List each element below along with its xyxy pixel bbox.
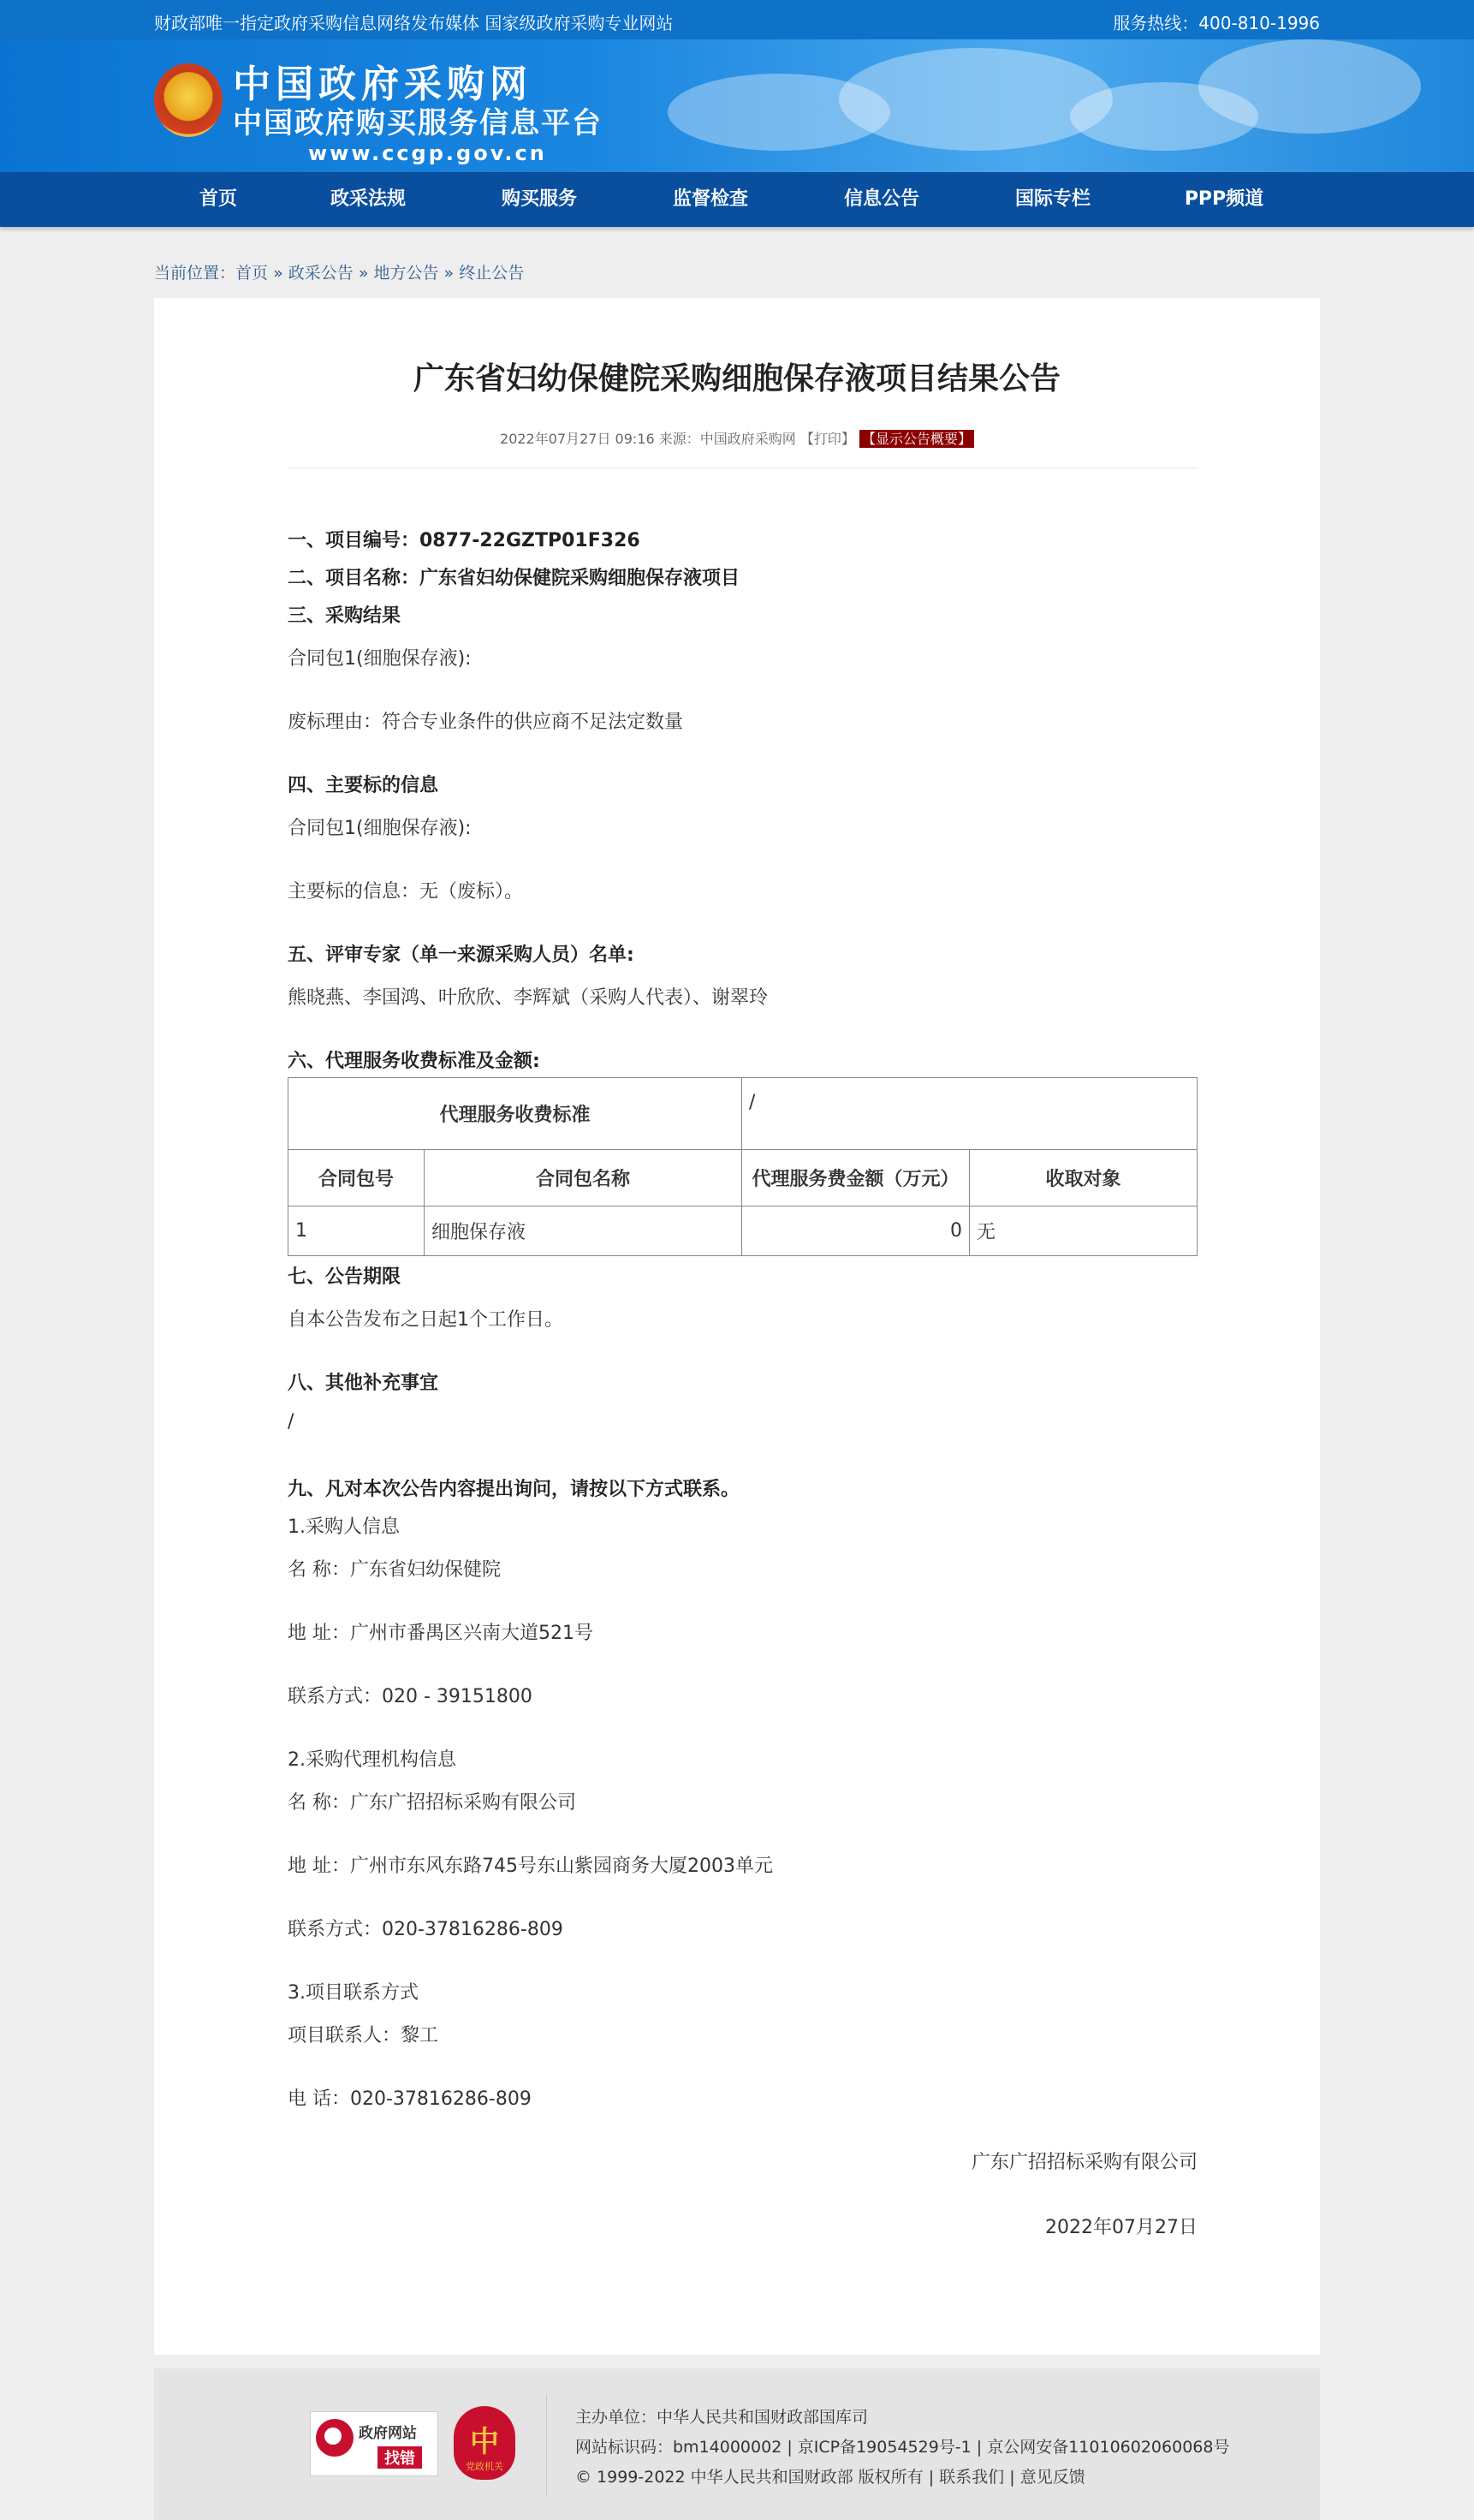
section-heading: 七、公告期限: [288, 1266, 401, 1288]
breadcrumb-gov-announcements[interactable]: 政采公告: [288, 264, 354, 283]
breadcrumb: 当前位置：首页 » 政采公告 » 地方公告 » 终止公告: [154, 264, 525, 283]
site-footer: [154, 2368, 1320, 2520]
agency-address: 地 址：广州市东风东路745号东山紫园商务大厦2003单元: [288, 1856, 773, 1877]
project-name: 二、项目名称：广东省妇幼保健院采购细胞保存液项目: [288, 568, 740, 589]
footer-registration: 网站标识码：bm14000002 | 京ICP备19054529号-1 | 京公网安备11010602060068号: [575, 2438, 1230, 2457]
contact-subheading: 3.项目联系方式: [288, 1982, 419, 2004]
breadcrumb-prefix: 当前位置：: [154, 264, 236, 283]
breadcrumb-termination[interactable]: 终止公告: [459, 264, 525, 283]
fee-table: [288, 1077, 1198, 1256]
top-info-bar: [0, 0, 1474, 39]
site-logo[interactable]: [233, 63, 603, 166]
table-header: 合同包名称: [425, 1150, 742, 1206]
contact-us-link[interactable]: 联系我们: [939, 2468, 1005, 2487]
feedback-link[interactable]: 意见反馈: [1019, 2468, 1085, 2487]
nav-announcements[interactable]: 信息公告: [843, 188, 919, 210]
agency-name: 名 称：广东广招招标采购有限公司: [288, 1792, 576, 1814]
table-cell: 细胞保存液: [425, 1206, 742, 1256]
project-number: 一、项目编号：0877-22GZTP01F326: [288, 530, 640, 551]
site-banner: [0, 39, 1474, 172]
table-row: [288, 1206, 1198, 1256]
article-title: 广东省妇幼保健院采购细胞保存液项目结果公告: [413, 361, 1061, 396]
cancel-reason: 废标理由：符合专业条件的供应商不足法定数量: [288, 712, 684, 733]
section-heading: 四、主要标的信息: [288, 775, 439, 796]
logo-url: www.ccgp.gov.cn: [308, 141, 547, 165]
nav-home[interactable]: 首页: [199, 188, 237, 210]
section-heading: 八、其他补充事宜: [288, 1373, 439, 1394]
footer-divider: [546, 2394, 547, 2497]
breadcrumb-home[interactable]: 首页: [235, 264, 269, 283]
magnifier-icon: [316, 2419, 354, 2457]
site-slogan: 财政部唯一指定政府采购信息网络发布媒体 国家级政府采购专业网站: [154, 13, 674, 33]
logo-title: 中国政府采购网: [233, 63, 532, 106]
contact-subheading: 2.采购代理机构信息: [288, 1749, 456, 1771]
gov-site-error-report-logo[interactable]: [310, 2411, 438, 2476]
table-cell: 1: [288, 1206, 425, 1256]
show-summary-button[interactable]: 【显示公告概要】: [859, 430, 974, 448]
project-phone: 电 话：020-37816286-809: [288, 2088, 532, 2110]
section-heading: 九、凡对本次公告内容提出询问，请按以下方式联系。: [288, 1479, 740, 1500]
footer-copyright: © 1999-2022 中华人民共和国财政部 版权所有 | 联系我们 | 意见反馈: [575, 2468, 1085, 2487]
signer-company: 广东广招招标采购有限公司: [971, 2152, 1198, 2173]
article-meta: [154, 428, 1320, 448]
logo1-sub: 找错: [377, 2446, 422, 2469]
sign-date: 2022年07月27日: [1045, 2217, 1198, 2238]
agency-phone: 联系方式：020-37816286-809: [288, 1919, 563, 1940]
print-link[interactable]: 【打印】: [799, 431, 855, 447]
package-label: 合同包1(细胞保存液):: [288, 648, 472, 670]
service-hotline: 服务热线：400-810-1996: [1113, 13, 1320, 33]
target-info: 主要标的信息：无（废标）。: [288, 881, 524, 903]
buyer-phone: 联系方式：020 - 39151800: [288, 1686, 532, 1707]
other-matters: /: [288, 1411, 294, 1433]
section-heading: 三、采购结果: [288, 605, 401, 627]
nav-regulations[interactable]: 政采法规: [330, 188, 406, 210]
contact-subheading: 1.采购人信息: [288, 1516, 400, 1538]
section-heading: 五、评审专家（单一来源采购人员）名单:: [288, 944, 634, 966]
buyer-name: 名 称：广东省妇幼保健院: [288, 1559, 501, 1581]
expert-list: 熊晓燕、李国鸿、叶欣欣、李辉斌（采购人代表）、谢翠玲: [288, 987, 769, 1009]
section-heading: 六、代理服务收费标准及金额:: [288, 1051, 540, 1072]
fee-standard-label: 代理服务收费标准: [288, 1078, 742, 1150]
main-nav: [0, 172, 1474, 227]
table-cell: 0: [742, 1206, 970, 1256]
footer-sponsor: 主办单位：中华人民共和国财政部国库司: [575, 2408, 869, 2427]
table-cell: 无: [970, 1206, 1198, 1256]
breadcrumb-local-announcements[interactable]: 地方公告: [373, 264, 439, 283]
table-header: 合同包号: [288, 1150, 425, 1206]
buyer-address: 地 址：广州市番禺区兴南大道521号: [288, 1623, 593, 1644]
article-card: [154, 298, 1320, 2355]
table-header: 代理服务费金额（万元）: [742, 1150, 970, 1206]
national-emblem-icon: [154, 63, 223, 137]
nav-international[interactable]: 国际专栏: [1014, 188, 1091, 210]
announcement-period: 自本公告发布之日起1个工作日。: [288, 1309, 563, 1331]
nav-purchase-services[interactable]: 购买服务: [501, 188, 577, 210]
project-contact: 项目联系人：黎工: [288, 2025, 439, 2046]
nav-ppp[interactable]: PPP频道: [1184, 188, 1264, 210]
logo-subtitle: 中国政府购买服务信息平台: [233, 106, 603, 140]
publish-date: 2022年07月27日 09:16: [500, 431, 655, 447]
badge-sub: 党政机关: [466, 2461, 503, 2472]
article-source: 来源：中国政府采购网: [658, 431, 796, 447]
table-header: 收取对象: [970, 1150, 1198, 1206]
package-label: 合同包1(细胞保存液):: [288, 818, 472, 839]
badge-char: 中: [470, 2425, 499, 2459]
fee-standard-value: /: [742, 1078, 1198, 1150]
party-gov-badge-icon[interactable]: [454, 2406, 515, 2480]
logo1-title: 政府网站: [359, 2425, 417, 2442]
nav-supervision[interactable]: 监督检查: [672, 188, 748, 210]
